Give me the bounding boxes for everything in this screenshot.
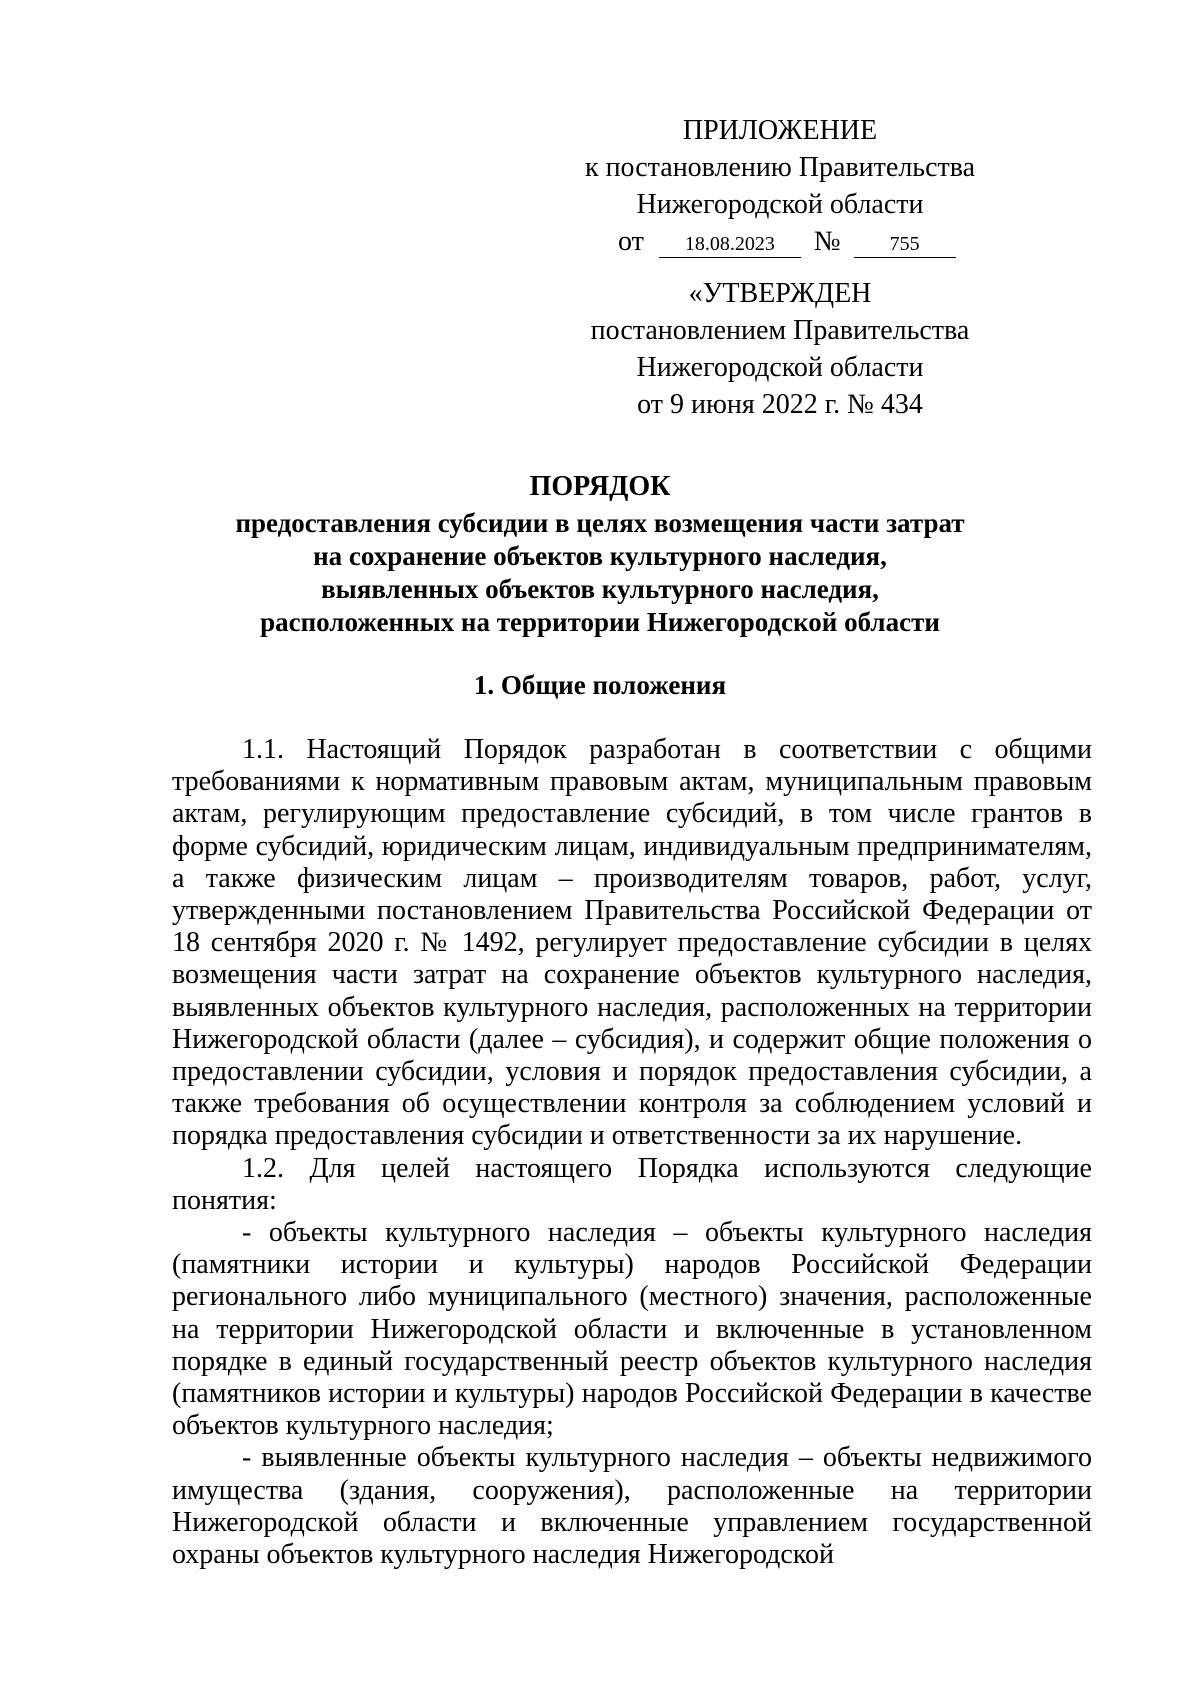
approved-line-2: постановлением Правительства bbox=[590, 315, 970, 346]
paragraph-1-1: 1.1. Настоящий Порядок разработан в соответствии с общими требованиями к нормативным правовым актам, муниципальным правовым актам, регулирующим предоставление субсидий, в том числе грантов в форме субсидий, юридическим лицам, индивидуальным предпринимателям, а также физическим лицам – производителям товаров, работ, услуг, утвержденными постановлением Правительства Российской Федерации от 18 сентября 2020 г. № 1492, регулирует предоставление субсидии в целях возмещения части затрат на сохранение объектов культурного наследия, выявленных объектов культурного наследия, расположенных на территории Нижегородской области (далее – субсидия), и содержит общие положения о предоставлении субсидии, условия и порядок предоставления субсидии, а также требования об осуществлении контроля за соблюдением условий и порядка предоставления субсидии и ответственности за их нарушение. bbox=[172, 734, 1092, 1152]
title-line-2: на сохранение объектов культурного наследия, bbox=[313, 541, 887, 571]
title-line-1: предоставления субсидии в целях возмещения части затрат bbox=[235, 508, 965, 538]
number-field: 755 bbox=[854, 231, 956, 258]
appendix-block bbox=[560, 112, 1000, 260]
date-field: 18.08.2023 bbox=[659, 231, 801, 258]
title-line-3: выявленных объектов культурного наследия, bbox=[321, 574, 879, 604]
paragraph-definition-2: - выявленные объекты культурного наследия – объекты недвижимого имущества (здания, сооружения), расположенные на территории Нижегородской области и включенные управлением государственной охраны объектов культурного наследия Нижегородской bbox=[172, 1442, 1092, 1571]
approved-line-4: от 9 июня 2022 г. № 434 bbox=[637, 389, 923, 420]
document-title bbox=[150, 470, 1050, 639]
from-label: от bbox=[618, 226, 644, 257]
title-line-4: расположенных на территории Нижегородской области bbox=[260, 607, 940, 637]
body-text bbox=[172, 734, 1092, 1571]
section-heading: 1. Общие положения bbox=[473, 670, 727, 700]
title-main: ПОРЯДОК bbox=[529, 471, 671, 502]
number-label: № bbox=[813, 226, 841, 257]
appendix-line-2: Нижегородской области bbox=[636, 189, 924, 220]
appendix-line-1: к постановлению Правительства bbox=[584, 152, 976, 183]
approved-line-1: «УТВЕРЖДЕН bbox=[688, 278, 872, 309]
paragraph-1-2: 1.2. Для целей настоящего Порядка используются следующие понятия: bbox=[172, 1152, 1092, 1216]
paragraph-definition-1: - объекты культурного наследия – объекты культурного наследия (памятники истории и культуры) народов Российской Федерации регионального либо муниципального (местного) значения, расположенные на территории Нижегородской области и включенные в установленном порядке в единый государственный реестр объектов культурного наследия (памятников истории и культуры) народов Российской Федерации в качестве объектов культурного наследия; bbox=[172, 1217, 1092, 1442]
appendix-title: ПРИЛОЖЕНИЕ bbox=[682, 115, 878, 146]
approved-block bbox=[560, 275, 1000, 423]
approved-line-3: Нижегородской области bbox=[636, 352, 924, 383]
appendix-date-line bbox=[560, 223, 1000, 260]
